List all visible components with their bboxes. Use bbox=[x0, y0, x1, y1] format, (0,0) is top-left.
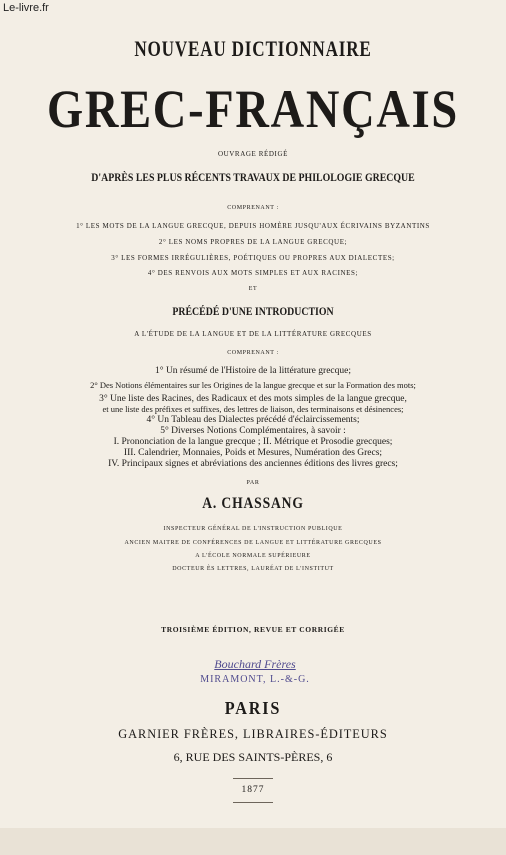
title-line1: NOUVEAU DICTIONNAIRE bbox=[134, 36, 372, 61]
comprenant2-item-2: 2° Des Notions élémentaires sur les Origines de la langue grecque et sur la Formation des mots; bbox=[90, 380, 416, 390]
comprenant2-item-9: IV. Principaux signes et abréviations des anciennes éditions des livres grecs; bbox=[108, 459, 398, 469]
comprenant2-item-8: III. Calendrier, Monnaies, Poids et Mesures, Numération des Grecs; bbox=[123, 448, 383, 458]
comprenant1-item-4: 4° DES RENVOIS AUX MOTS SIMPLES ET AUX RACINES; bbox=[147, 269, 359, 277]
comprenant2-item-7: I. Prononciation de la langue grecque ; II. Métrique et Prosodie grecques; bbox=[113, 437, 393, 447]
comprenant1-label: COMPRENANT : bbox=[227, 205, 279, 211]
comprenant2-label: COMPRENANT : bbox=[227, 350, 279, 356]
edition-statement: TROISIÈME ÉDITION, REVUE ET CORRIGÉE bbox=[161, 625, 345, 634]
et-label: ET bbox=[248, 286, 258, 292]
comprenant2-item-3: 3° Une liste des Racines, des Radicaux et des mots simples de la langue grecque, bbox=[99, 394, 407, 404]
par-label: PAR bbox=[246, 480, 260, 486]
comprenant1-item-2: 2° LES NOMS PROPRES DE LA LANGUE GRECQUE; bbox=[158, 238, 348, 246]
page-bottom-edge bbox=[0, 828, 506, 855]
subtitle-line1: OUVRAGE RÉDIGÉ bbox=[217, 150, 289, 158]
title-line2: GREC-FRANÇAIS bbox=[47, 79, 459, 139]
stamp-line1: Bouchard Frères bbox=[214, 657, 296, 671]
author-name: A. CHASSANG bbox=[202, 495, 304, 512]
year-rule-bottom bbox=[233, 802, 273, 803]
imprint-year: 1877 bbox=[241, 785, 265, 795]
comprenant2-item-5: 4° Un Tableau des Dialectes précédé d'éclaircissements; bbox=[146, 415, 360, 425]
author-title-1: INSPECTEUR GÉNÉRAL DE L'INSTRUCTION PUBLIQUE bbox=[163, 526, 343, 532]
comprenant2-item-6: 5° Diverses Notions Complémentaires, à savoir : bbox=[160, 426, 346, 436]
author-title-3: A L'ÉCOLE NORMALE SUPÉRIEURE bbox=[195, 553, 311, 559]
comprenant1-item-3: 3° LES FORMES IRRÉGULIÈRES, POÉTIQUES OU PROPRES AUX DIALECTES; bbox=[111, 254, 395, 262]
imprint-address: 6, RUE DES SAINTS-PÈRES, 6 bbox=[173, 750, 333, 764]
comprenant1-item-1: 1° LES MOTS DE LA LANGUE GRECQUE, DEPUIS HOMÈRE JUSQU'AUX ÉCRIVAINS BYZANTINS bbox=[76, 222, 430, 230]
imprint-publisher: GARNIER FRÈRES, LIBRAIRES-ÉDITEURS bbox=[118, 726, 388, 741]
introduction-line1: PRÉCÉDÉ D'UNE INTRODUCTION bbox=[172, 304, 334, 318]
year-rule-top bbox=[233, 778, 273, 779]
imprint-city: PARIS bbox=[224, 698, 282, 718]
comprenant2-item-1: 1° Un résumé de l'Histoire de la littérature grecque; bbox=[155, 366, 351, 376]
watermark: Le-livre.fr bbox=[3, 2, 49, 14]
subtitle-line2: D'APRÈS LES PLUS RÉCENTS TRAVAUX DE PHILOLOGIE GRECQUE bbox=[91, 170, 415, 184]
ownership-stamp bbox=[185, 657, 325, 691]
introduction-line2: A L'ÉTUDE DE LA LANGUE ET DE LA LITTÉRATURE GRECQUES bbox=[134, 330, 372, 338]
author-title-2: ANCIEN MAITRE DE CONFÉRENCES DE LANGUE ET LITTÉRATURE GRECQUES bbox=[124, 540, 382, 546]
comprenant2-item-4: et une liste des préfixes et suffixes, des lettres de liaison, des terminaisons et désinences; bbox=[102, 404, 404, 414]
stamp-line2: MIRAMONT, L.-&-G. bbox=[200, 674, 310, 685]
author-title-4: DOCTEUR ÈS LETTRES, LAURÉAT DE L'INSTITUT bbox=[172, 566, 334, 572]
